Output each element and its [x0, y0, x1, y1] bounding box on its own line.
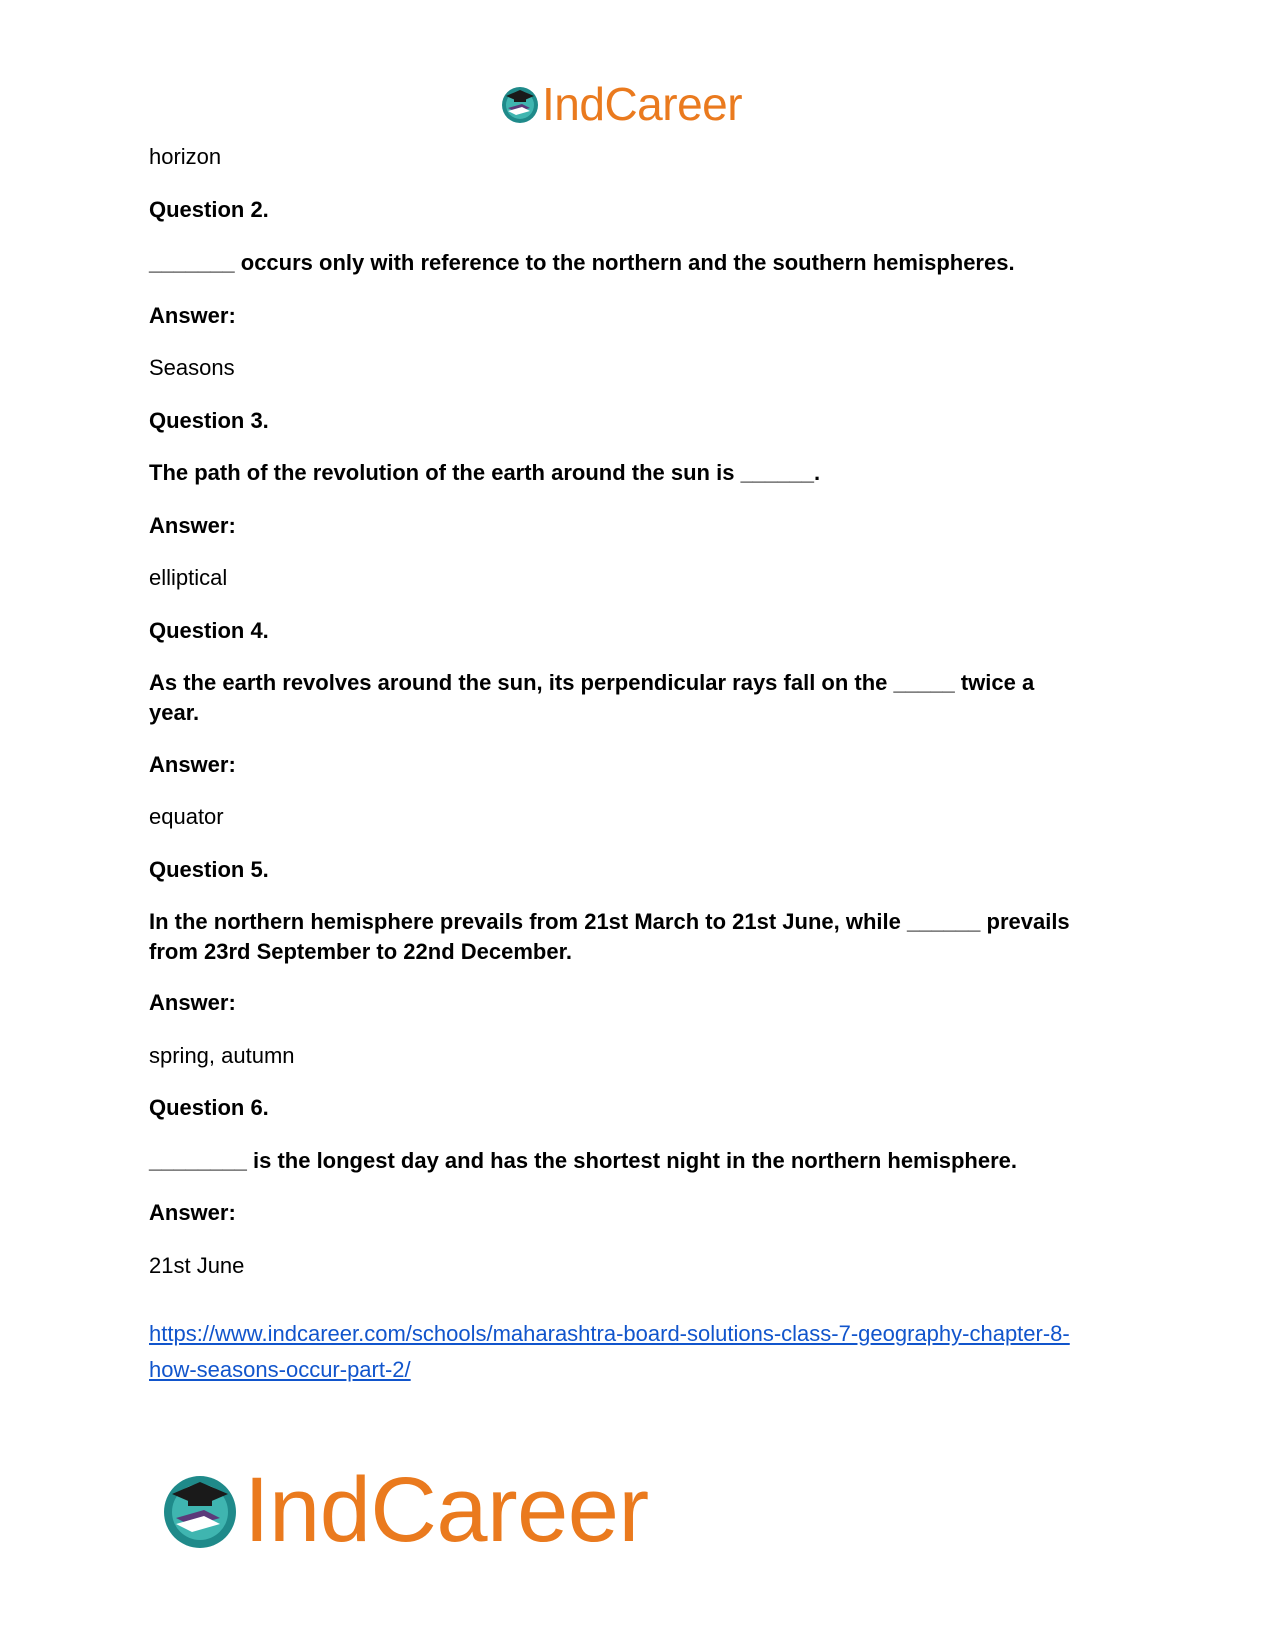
graduation-globe-icon [160, 1470, 240, 1550]
header-logo-text: IndCareer [542, 78, 743, 130]
footer-logo-text: IndCareer [244, 1459, 649, 1561]
answer-text: elliptical [149, 565, 228, 590]
question-text: _______ occurs only with reference to the northern and the southern hemispheres. [149, 250, 1015, 275]
question-label: Question 3. [149, 408, 269, 433]
question-text: ________ is the longest day and has the shortest night in the northern hemisphere. [149, 1148, 1017, 1173]
question-label: Question 4. [149, 618, 269, 643]
answer-label: Answer: [149, 303, 236, 328]
question-text: The path of the revolution of the earth around the sun is ______. [149, 460, 821, 485]
footer-logo [160, 1459, 649, 1561]
answer-text: horizon [149, 144, 222, 169]
question-text: In the northern hemisphere prevails from 21st March to 21st June, while ______ prevails from 23rd September to 22nd December. [149, 909, 1070, 964]
source-link[interactable]: https://www.indcareer.com/schools/maharashtra-board-solutions-class-7-geography-chapter-8-how-seasons-occur-part-2/ [149, 1321, 1070, 1382]
header-logo [500, 78, 742, 130]
answer-text: 21st June [149, 1253, 245, 1278]
question-label: Question 6. [149, 1095, 269, 1120]
answer-label: Answer: [149, 513, 236, 538]
graduation-globe-icon [500, 84, 540, 124]
answer-text: equator [149, 804, 224, 829]
question-label: Question 5. [149, 857, 269, 882]
answer-label: Answer: [149, 752, 236, 777]
answer-text: Seasons [149, 355, 235, 380]
question-text: As the earth revolves around the sun, its perpendicular rays fall on the _____ twice a year. [149, 670, 1035, 725]
answer-label: Answer: [149, 1200, 236, 1225]
question-label: Question 2. [149, 197, 269, 222]
answer-label: Answer: [149, 990, 236, 1015]
answer-text: spring, autumn [149, 1043, 295, 1068]
